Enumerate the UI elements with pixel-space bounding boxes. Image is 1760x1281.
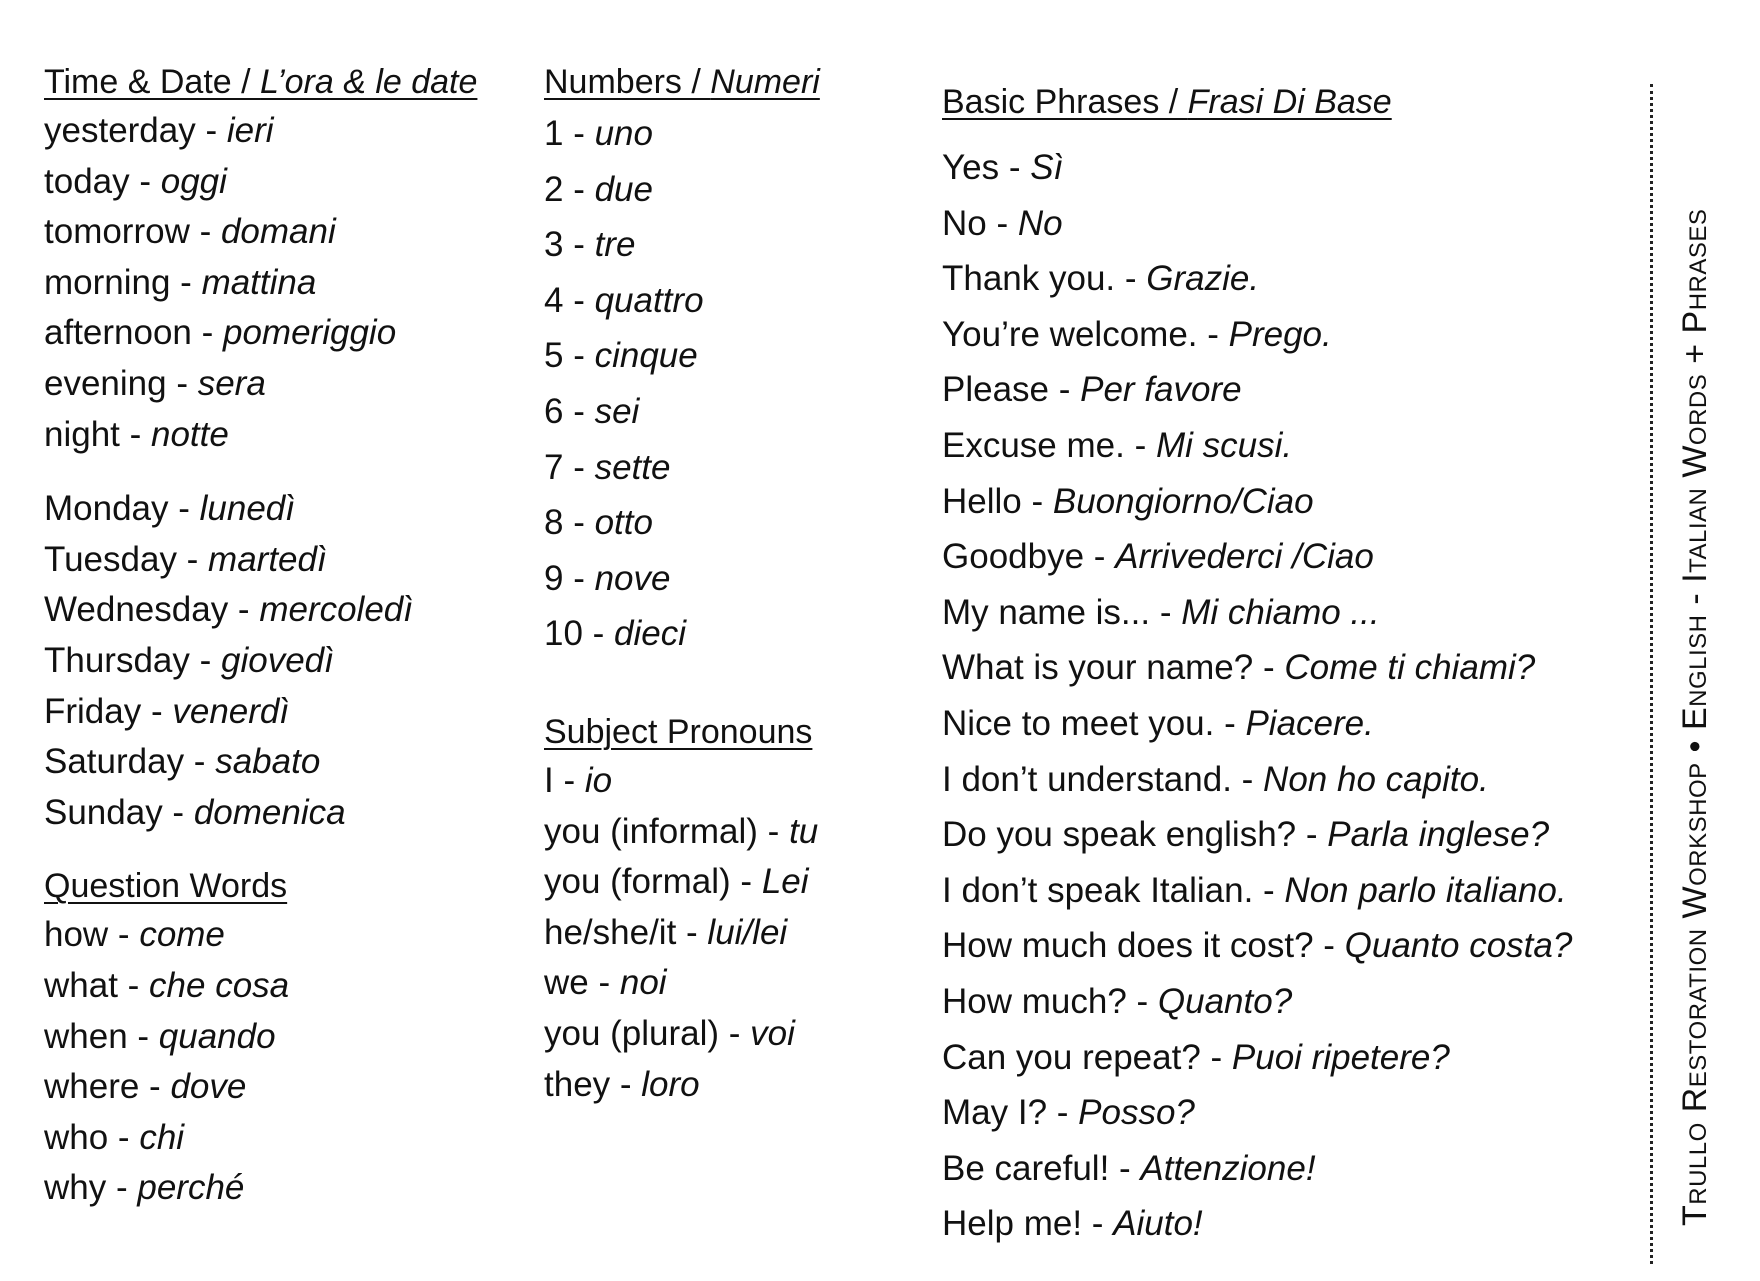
entry-italian: Non ho capito. [1263,759,1489,799]
entry-italian: dieci [614,614,687,654]
vocab-entry [544,1060,924,1111]
entry-english: night - [44,414,151,454]
entry-italian: Attenzione! [1140,1148,1316,1188]
vocab-entry [44,910,524,961]
entry-italian: che cosa [149,965,290,1005]
entry-italian: Puoi ripetere? [1231,1037,1450,1077]
entry-italian: cinque [594,336,698,376]
vocab-entry [942,752,1662,808]
vocab-entry [44,535,524,586]
question-list [44,910,524,1214]
vocab-entry [544,908,924,959]
side-label: Trullo Restoration Workshop • English - Italian Words + Phrases [1676,208,1714,1226]
vocab-entry [544,1009,924,1060]
entry-italian: sette [594,447,671,487]
entry-italian: loro [641,1064,700,1104]
entry-italian: Sì [1030,148,1064,187]
entry-italian: nove [594,558,671,598]
vocab-entry [942,1030,1662,1086]
vocab-entry [44,258,524,309]
entry-english: How much? - [942,981,1158,1021]
time-date-heading-it: L’ora & le date [260,63,478,101]
vocab-entry [44,1062,524,1113]
entry-english: tomorrow - [44,212,221,252]
entry-italian: Lei [761,862,809,902]
entry-english: How much does it cost? - [942,926,1345,966]
time-list [44,106,524,460]
vocab-entry [544,551,924,607]
vocab-entry [44,410,524,461]
entry-english: Thank you. - [942,259,1147,299]
entry-english: May I? - [942,1093,1079,1133]
entry-english: Wednesday - [44,590,260,630]
entry-english: when - [44,1016,159,1056]
vocab-entry [544,606,924,662]
vocab-entry [942,362,1662,418]
vocab-entry [942,196,1662,252]
vocab-entry [44,788,524,839]
entry-english: I don’t understand. - [942,759,1264,799]
entry-english: Please - [942,370,1081,410]
entry-english: Goodbye - [942,537,1116,577]
entry-italian: otto [594,503,653,543]
phrases-heading [942,78,1662,126]
vocab-entry [44,961,524,1012]
entry-italian: Per favore [1080,370,1242,410]
entry-english: 1 - [544,114,595,153]
entry-english: 7 - [544,447,595,487]
entry-italian: dove [170,1067,247,1107]
entry-english: Do you speak english? - [942,815,1328,855]
entry-italian: Buongiorno/Ciao [1052,481,1314,521]
entry-english: 10 - [544,614,615,654]
days-list [44,484,524,838]
vocab-entry [544,807,924,858]
vocab-entry [44,687,524,738]
entry-italian: come [139,915,225,955]
entry-english: 9 - [544,558,595,598]
vocab-entry [544,384,924,440]
entry-italian: ieri [226,111,274,150]
numbers-heading [544,58,924,106]
entry-english: where - [44,1067,171,1107]
vocab-entry [544,273,924,329]
entry-english: 3 - [544,225,595,265]
vocab-entry [544,217,924,273]
entry-italian: Parla inglese? [1327,815,1550,855]
vocab-entry [544,495,924,551]
vocab-entry [44,737,524,788]
vocab-entry [44,484,524,535]
entry-italian: lui/lei [707,912,788,952]
entry-english: he/she/it - [544,912,708,952]
time-date-heading [44,58,524,106]
vocab-entry [942,974,1662,1030]
pronouns-list [544,756,924,1110]
entry-english: Friday - [44,691,173,731]
vocab-entry [942,640,1662,696]
vocab-entry [942,696,1662,752]
phrases-heading-en: Basic Phrases / [942,83,1188,121]
entry-italian: Non parlo italiano. [1284,870,1567,910]
vocab-entry [942,418,1662,474]
entry-italian: due [594,169,653,209]
entry-english: yesterday - [44,111,227,150]
vocab-entry [942,1085,1662,1141]
vocab-entry [544,440,924,496]
vocab-entry [44,308,524,359]
entry-italian: quando [158,1016,276,1056]
entry-english: Thursday - [44,640,221,680]
entry-italian: mercoledì [259,590,413,630]
vocab-entry [44,359,524,410]
entry-italian: tu [789,811,819,851]
entry-italian: mattina [201,262,317,302]
numbers-heading-en: Numbers / [544,63,711,101]
vocab-entry [942,585,1662,641]
entry-english: Excuse me. - [942,425,1156,465]
entry-italian: uno [594,114,653,153]
entry-italian: Quanto? [1157,981,1293,1021]
vocab-entry [942,529,1662,585]
column-right [942,78,1662,1252]
entry-italian: Piacere. [1245,703,1374,743]
entry-italian: lunedì [199,489,295,529]
entry-english: Monday - [44,489,200,529]
entry-italian: Mi chiamo ... [1181,592,1380,632]
entry-english: Can you repeat? - [942,1037,1232,1077]
column-left [44,58,524,1214]
vocab-entry [942,140,1662,196]
entry-italian: Mi scusi. [1155,425,1293,465]
entry-italian: voi [750,1013,795,1053]
entry-english: what - [44,965,150,1005]
entry-english: how - [44,915,140,955]
entry-english: No - [942,203,1018,243]
entry-english: we - [544,963,620,1003]
vocab-entry [544,106,924,162]
entry-italian: sabato [215,742,321,782]
entry-english: You’re welcome. - [942,314,1229,354]
entry-italian: venerdì [172,691,290,731]
time-date-heading-en: Time & Date / [44,63,261,101]
numbers-list [544,106,924,662]
vocab-entry [44,157,524,208]
vocab-entry [44,1163,524,1214]
entry-italian: chi [139,1117,185,1157]
vocab-entry [942,251,1662,307]
entry-italian: Posso? [1078,1093,1195,1133]
vocab-entry [44,106,524,157]
entry-italian: tre [594,225,636,265]
entry-english: Nice to meet you. - [942,703,1246,743]
entry-english: you (plural) - [544,1013,751,1053]
vocab-entry [44,1113,524,1164]
entry-italian: Quanto costa? [1344,926,1573,966]
vocab-entry [942,863,1662,919]
vocab-entry [942,474,1662,530]
entry-italian: Come ti chiami? [1284,648,1536,688]
entry-italian: sei [594,391,640,431]
vocab-entry [942,807,1662,863]
entry-english: you (informal) - [544,811,790,851]
entry-english: Hello - [942,481,1053,521]
entry-english: Help me! - [942,1204,1114,1244]
vocab-entry [44,636,524,687]
entry-english: afternoon - [44,313,223,353]
entry-english: My name is... - [942,592,1182,632]
entry-italian: pomeriggio [223,313,397,353]
column-middle [544,58,924,1110]
vocab-entry [942,918,1662,974]
entry-english: 5 - [544,336,595,376]
entry-english: morning - [44,262,202,302]
entry-italian: Arrivederci /Ciao [1115,537,1374,577]
entry-english: why - [44,1168,138,1208]
entry-italian: noi [619,963,667,1003]
entry-italian: domenica [193,792,346,832]
entry-english: who - [44,1117,140,1157]
entry-italian: Prego. [1228,314,1332,354]
entry-english: Sunday - [44,792,194,832]
entry-italian: Grazie. [1146,259,1260,299]
entry-english: 6 - [544,391,595,431]
entry-italian: oggi [160,161,227,201]
entry-english: today - [44,161,161,201]
pronouns-heading: Subject Pronouns [544,712,813,751]
entry-english: I don’t speak Italian. - [942,870,1285,910]
entry-italian: quattro [594,280,704,320]
entry-english: Saturday - [44,742,216,782]
entry-english: Be careful! - [942,1148,1141,1188]
entry-english: What is your name? - [942,648,1285,688]
entry-english: 4 - [544,280,595,320]
entry-italian: sera [197,363,266,403]
entry-english: Yes - [942,148,1031,187]
entry-italian: domani [220,212,336,252]
entry-italian: Aiuto! [1113,1204,1203,1244]
entry-english: you (formal) - [544,862,762,902]
entry-italian: No [1017,203,1063,243]
vocab-entry [942,307,1662,363]
entry-italian: io [584,760,613,800]
entry-italian: notte [151,414,229,454]
vocab-entry [44,585,524,636]
vocab-entry [942,1196,1662,1252]
entry-italian: giovedì [221,640,334,680]
entry-english: Tuesday - [44,539,209,579]
entry-english: they - [544,1064,642,1104]
vocab-entry [544,756,924,807]
phrases-heading-it: Frasi Di Base [1187,83,1392,121]
entry-italian: perché [137,1168,245,1208]
vocab-entry [44,1012,524,1063]
vocab-entry [544,328,924,384]
numbers-heading-it: Numeri [710,63,820,101]
entry-english: I - [544,760,585,800]
entry-english: 2 - [544,169,595,209]
entry-italian: martedì [208,539,327,579]
vocab-entry [942,1141,1662,1197]
vocab-entry [44,207,524,258]
vocab-entry [544,162,924,218]
entry-english: 8 - [544,503,595,543]
vocab-entry [544,857,924,908]
vocab-entry [544,958,924,1009]
phrases-list [942,140,1662,1252]
question-words-heading: Question Words [44,867,288,906]
entry-english: evening - [44,363,198,403]
